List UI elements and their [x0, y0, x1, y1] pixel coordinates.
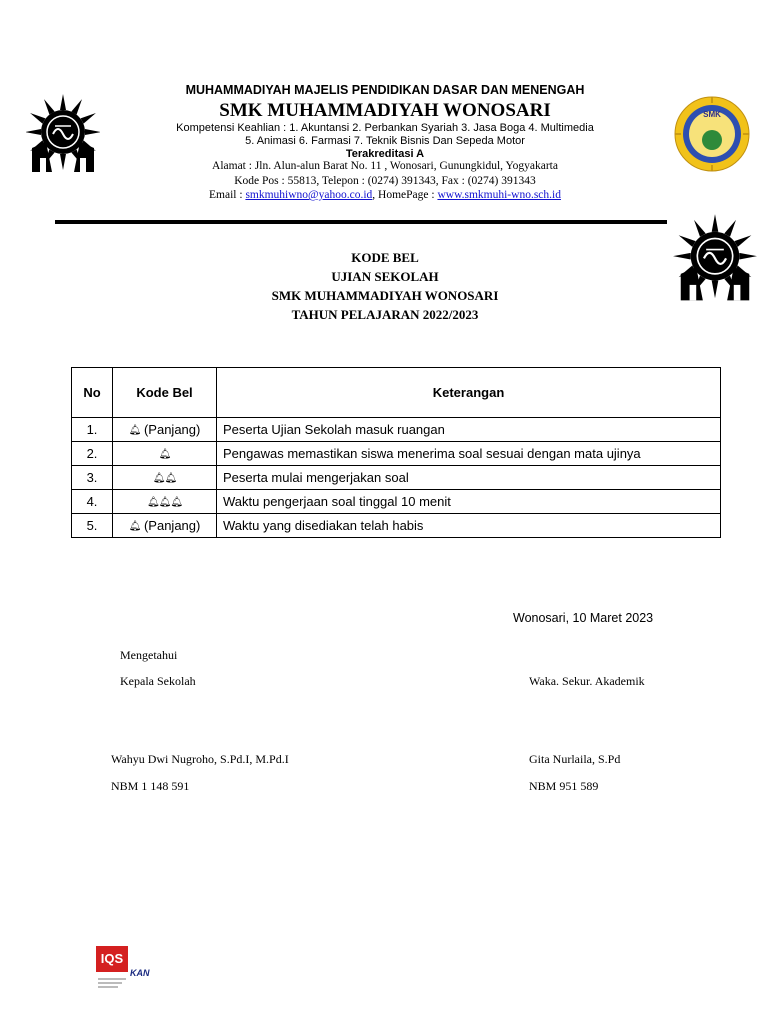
- principal-nbm: NBM 1 148 591: [111, 779, 190, 793]
- address: Alamat : Jln. Alun-alun Barat No. 11 , Wonosari, Gunungkidul, Yogyakarta: [212, 160, 558, 172]
- accreditation: Terakreditasi A: [345, 148, 425, 160]
- bell-icon: 🔔︎: [152, 473, 165, 484]
- description-cell: Peserta Ujian Sekolah masuk ruangan: [217, 418, 721, 442]
- bell-icon: 🔔︎: [170, 497, 183, 508]
- description-cell: Waktu pengerjaan soal tinggal 10 menit: [217, 490, 721, 514]
- competencies-line-2: 5. Animasi 6. Farmasi 7. Teknik Bisnis Dan Sepeda Motor: [245, 135, 525, 147]
- bell-code-cell: [113, 490, 217, 514]
- bell-icon: 🔔︎: [158, 449, 171, 460]
- bell-code-cell: [113, 466, 217, 490]
- bell-suffix: (Panjang): [140, 518, 201, 533]
- table-header-row: [72, 368, 721, 418]
- exam-name: UJIAN SEKOLAH: [331, 269, 439, 284]
- row-number: 5.: [72, 514, 113, 538]
- bell-code-cell: [113, 418, 217, 442]
- row-number: 2.: [72, 442, 113, 466]
- table-row: [72, 418, 721, 442]
- bell-code-table: [71, 367, 721, 538]
- row-number: 4.: [72, 490, 113, 514]
- bell-code-cell: [113, 514, 217, 538]
- bell-icon: 🔔︎: [128, 425, 141, 436]
- header-kode-bel: Kode Bel: [113, 368, 217, 418]
- smk-badge-text: SMK: [703, 110, 721, 119]
- homepage-link[interactable]: www.smkmuhi-wno.sch.id: [437, 189, 561, 201]
- row-number: 3.: [72, 466, 113, 490]
- vice-principal-nbm: NBM 951 589: [529, 779, 599, 793]
- bell-icon: 🔔︎: [128, 521, 141, 532]
- email-label: Email :: [209, 189, 246, 201]
- school-name: SMK MUHAMMADIYAH WONOSARI: [219, 100, 551, 121]
- school-title: SMK MUHAMMADIYAH WONOSARI: [271, 288, 499, 303]
- certification-fine-print-icon: [96, 975, 136, 989]
- bell-suffix: (Panjang): [140, 422, 201, 437]
- email-homepage-line: [140, 189, 630, 201]
- muhammadiyah-sun-emblem-icon: [670, 212, 760, 307]
- vice-principal-role: Waka. Sekur. Akademik: [529, 674, 645, 688]
- contact-info: Kode Pos : 55813, Telepon : (0274) 391343, Fax : (0274) 391343: [234, 175, 536, 187]
- kan-logo: KAN: [130, 968, 150, 978]
- description-cell: Pengawas memastikan siswa menerima soal sesuai dengan mata ujinya: [217, 442, 721, 466]
- principal-name: Wahyu Dwi Nugroho, S.Pd.I, M.Pd.I: [111, 752, 289, 766]
- email-link[interactable]: smkmuhiwno@yahoo.co.id: [245, 189, 373, 201]
- table-row: [72, 490, 721, 514]
- description-cell: Peserta mulai mengerjakan soal: [217, 466, 721, 490]
- bell-icon: 🔔︎: [164, 473, 177, 484]
- acknowledge-label: Mengetahui: [120, 648, 178, 662]
- place-date: Wonosari, 10 Maret 2023: [513, 611, 654, 625]
- vice-principal-name: Gita Nurlaila, S.Pd: [529, 752, 621, 766]
- description-cell: Waktu yang disediakan telah habis: [217, 514, 721, 538]
- academic-year: TAHUN PELAJARAN 2022/2023: [291, 307, 479, 322]
- table-row: [72, 514, 721, 538]
- bell-code-cell: [113, 442, 217, 466]
- homepage-label: , HomePage :: [372, 189, 438, 201]
- header-keterangan: Keterangan: [217, 368, 721, 418]
- organization-name: MUHAMMADIYAH MAJELIS PENDIDIKAN DASAR DAN MENENGAH: [185, 83, 585, 97]
- bell-icon: 🔔︎: [146, 497, 159, 508]
- bell-icon: 🔔︎: [158, 497, 171, 508]
- header-no: No: [72, 368, 113, 418]
- table-row: [72, 466, 721, 490]
- header-divider: [55, 220, 667, 224]
- principal-role: Kepala Sekolah: [120, 674, 196, 688]
- row-number: 1.: [72, 418, 113, 442]
- iqs-logo: IQS: [96, 946, 128, 972]
- muhammadiyah-sun-emblem-icon: [26, 92, 100, 178]
- document-title: KODE BEL: [351, 250, 419, 265]
- smk-badge-icon: [673, 95, 751, 173]
- table-row: [72, 442, 721, 466]
- competencies-line-1: Kompetensi Keahlian : 1. Akuntansi 2. Perbankan Syariah 3. Jasa Boga 4. Multimedia: [176, 122, 594, 134]
